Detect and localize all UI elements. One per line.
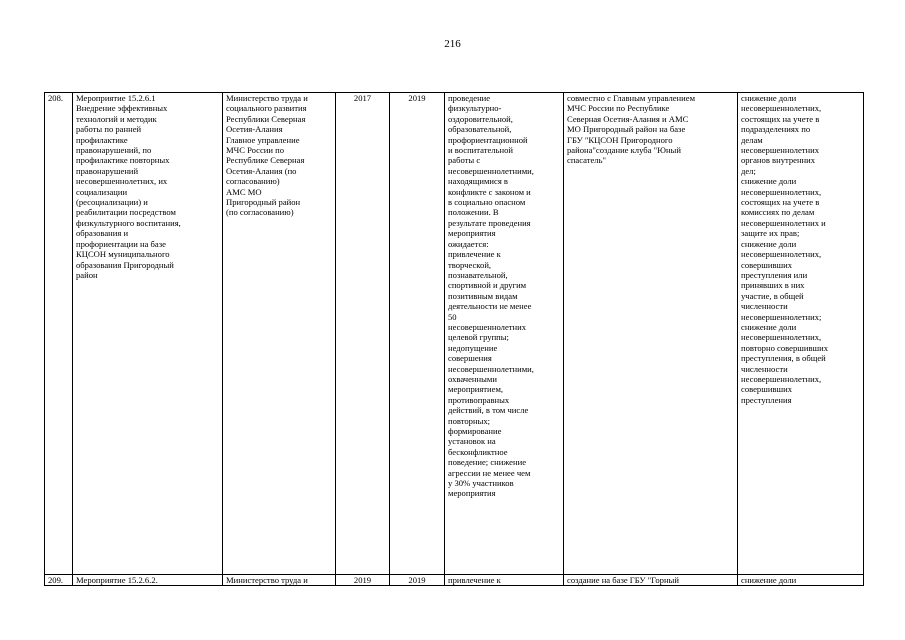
year-end-cell: 2019 xyxy=(390,93,445,575)
table-row xyxy=(45,93,864,575)
result-cell: создание на базе ГБУ "Горный xyxy=(564,575,738,586)
year-start-cell: 2019 xyxy=(336,575,390,586)
indicators-cell: снижение доли xyxy=(738,575,864,586)
executor-cell: Министерство труда и xyxy=(223,575,336,586)
row-number: 208. xyxy=(45,93,73,575)
indicators-cell: снижение доли несовершеннолетних, состоящих на учете в подразделениях по делам несовершеннолетних органов внутренних дел; снижение доли несовершеннолетних, состоящих на учете в комиссиях по делам несовершеннолетних и защите их прав; снижение доли несовершеннолетних, совершивших преступления или принявших в них участие, в общей численности несовершеннолетних; снижение доли несовершеннолетних, повторно совершивших преступления, в общей численности несовершеннолетних, совершивших преступления xyxy=(738,93,864,575)
row-number: 209. xyxy=(45,575,73,586)
year-end-cell: 2019 xyxy=(390,575,445,586)
year-start-cell: 2017 xyxy=(336,93,390,575)
table-row xyxy=(45,575,864,586)
executor-cell: Министерство труда и социального развития Республики Северная Осетия-Алания Главное управление МЧС России по Республике Северная Осетия-Алания (по согласованию) АМС МО Пригородный район (по согласованию) xyxy=(223,93,336,575)
content-cell: проведение физкультурно- оздоровительной, образовательной, профориентационной и воспитательной работы с несовершеннолетними, находящимися в конфликте с законом и в социально опасном положении. В результате проведения мероприятия ожидается: привлечение к творческой, познавательной, спортивной и другим позитивным видам деятельности не менее 50 несовершеннолетних целевой группы; недопущение совершения несовершеннолетними, охваченными мероприятием, противоправных действий, в том числе повторных; формирование установок на бесконфликтное поведение; снижение агрессии не менее чем у 30% участников мероприятия xyxy=(445,93,564,575)
page-number: 216 xyxy=(444,38,461,50)
event-cell: Мероприятие 15.2.6.2. xyxy=(73,575,223,586)
event-cell: Мероприятие 15.2.6.1 Внедрение эффективных технологий и методик работы по ранней профилактике правонарушений, по профилактике повторных правонарушений несовершеннолетних, их социализации (ресоциализации) и реабилитации посредством физкультурного воспитания, образования и профориентации на базе КЦСОН муниципального образования Пригородный район xyxy=(73,93,223,575)
result-cell: совместно с Главным управлением МЧС России по Республике Северная Осетия-Алания и АМС МО Пригородный район на базе ГБУ "КЦСОН Пригородного района"создание клуба "Юный спасатель" xyxy=(564,93,738,575)
content-cell: привлечение к xyxy=(445,575,564,586)
measures-table xyxy=(44,92,864,586)
